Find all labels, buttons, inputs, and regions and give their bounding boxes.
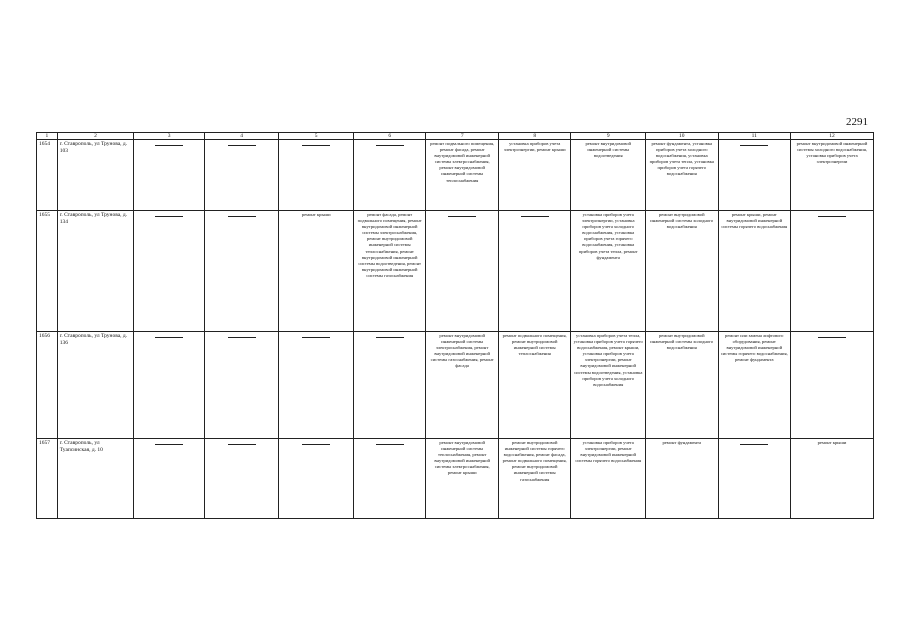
column-number-cell: 1 (37, 133, 58, 140)
dash-mark (228, 444, 256, 445)
page-number: 2291 (846, 116, 868, 128)
table-body (37, 133, 874, 519)
work-type-cell: ремонт фасада, ремонт подвального помещения, ремонт внутридомовой инженерной системы электроснабжения, ремонт внутридомовой инженерной системы теплоснабжения, ремонт внутридомовой инженерной системы водоотведения, ремонт внутридомовой инженерной системы газоснабжения (353, 211, 426, 332)
address-cell: г. Ставрополь, ул Трунова, д. 134 (57, 211, 134, 332)
dash-mark (228, 145, 256, 146)
dash-mark (155, 337, 183, 338)
work-type-cell: ремонт подвального помещения, ремонт внутридомовой инженерной системы теплоснабжения (498, 332, 571, 439)
work-type-cell: ремонт крыши, ремонт внутридомовой инженерной системы горячего водоснабжения (718, 211, 791, 332)
empty-cell (134, 140, 204, 211)
table-row (37, 140, 874, 211)
dash-mark (302, 337, 330, 338)
empty-cell (279, 332, 354, 439)
empty-cell (791, 332, 874, 439)
work-type-cell: установка приборов учета электроэнергии, ремонт внутридомовой инженерной системы горячего водоснабжения (571, 439, 646, 519)
work-type-cell: ремонт внутридомовой инженерной системы холодного водоснабжения (646, 332, 719, 439)
address-cell: г. Ставрополь, ул Туапсинская, д. 10 (57, 439, 134, 519)
column-number-cell: 6 (353, 133, 426, 140)
column-number-cell: 7 (426, 133, 499, 140)
work-type-cell: установка приборов учета тепла, установка приборов учета горячего водоснабжения, ремонт крыши, установка приборов учета электроэнергии, ремонт внутридомовой инженерной системы водоотведения, установка приборов учета холодного водоснабжения (571, 332, 646, 439)
table-row (37, 439, 874, 519)
empty-cell (134, 332, 204, 439)
dash-mark (818, 216, 846, 217)
dash-mark (155, 145, 183, 146)
column-number-cell: 5 (279, 133, 354, 140)
dash-mark (155, 444, 183, 445)
row-number-cell: 1657 (37, 439, 58, 519)
empty-cell (791, 211, 874, 332)
work-type-cell: ремонт внутридомовой инженерной системы горячего водоснабжения, ремонт фасада, ремонт подвального помещения, ремонт внутридомовой инженерной системы газоснабжения (498, 439, 571, 519)
dash-mark (448, 216, 476, 217)
empty-cell (279, 140, 354, 211)
column-number-cell: 4 (204, 133, 279, 140)
column-number-cell: 3 (134, 133, 204, 140)
dash-mark (818, 337, 846, 338)
dash-mark (228, 216, 256, 217)
empty-cell (426, 211, 499, 332)
row-number-cell: 1655 (37, 211, 58, 332)
empty-cell (204, 211, 279, 332)
work-type-cell: ремонт внутридомовой инженерной системы теплоснабжения, ремонт внутридомовой инженерной системы электроснабжения, ремонт крыши (426, 439, 499, 519)
empty-cell (204, 332, 279, 439)
column-number-cell: 11 (718, 133, 791, 140)
empty-cell (279, 439, 354, 519)
work-type-cell: ремонт подвального помещения, ремонт фасада, ремонт внутридомовой инженерной системы электроснабжения, ремонт внутридомовой инженерной системы теплоснабжения (426, 140, 499, 211)
dash-mark (228, 337, 256, 338)
address-cell: г. Ставрополь, ул Трунова, д. 103 (57, 140, 134, 211)
work-type-cell: установка приборов учета электроэнергии, ремонт крыши (498, 140, 571, 211)
column-number-cell: 9 (571, 133, 646, 140)
work-type-cell: ремонт или замена лифтового оборудования, ремонт внутридомовой инженерной системы горячего водоснабжения, ремонт фундамента (718, 332, 791, 439)
column-number-row (37, 133, 874, 140)
work-type-cell: ремонт фундамента, установка приборов учета холодного водоснабжения, установка приборов учета тепла, установка приборов учета горячего водоснабжения (646, 140, 719, 211)
empty-cell (353, 439, 426, 519)
dash-mark (302, 145, 330, 146)
dash-mark (376, 444, 404, 445)
column-number-cell: 2 (57, 133, 134, 140)
dash-mark (376, 145, 404, 146)
row-number-cell: 1654 (37, 140, 58, 211)
table-row (37, 332, 874, 439)
work-type-cell: ремонт внутридомовой инженерной системы холодного водоснабжения, установка приборов учета электроэнергии (791, 140, 874, 211)
empty-cell (718, 439, 791, 519)
work-type-cell: установка приборов учета электроэнергии, установка приборов учета холодного водоснабжения, установка приборов учета горячего водоснабжения, установка приборов учета тепла, ремонт фундамента (571, 211, 646, 332)
dash-mark (155, 216, 183, 217)
empty-cell (498, 211, 571, 332)
column-number-cell: 12 (791, 133, 874, 140)
address-cell: г. Ставрополь, ул Трунова, д. 136 (57, 332, 134, 439)
dash-mark (521, 216, 549, 217)
dash-mark (302, 444, 330, 445)
empty-cell (134, 211, 204, 332)
row-number-cell: 1656 (37, 332, 58, 439)
empty-cell (353, 140, 426, 211)
column-number-cell: 8 (498, 133, 571, 140)
work-type-cell: ремонт крыши (279, 211, 354, 332)
work-type-cell: ремонт крыши (791, 439, 874, 519)
empty-cell (204, 439, 279, 519)
dash-mark (740, 145, 768, 146)
work-type-cell: ремонт внутридомовой инженерной системы холодного водоснабжения (646, 211, 719, 332)
registry-table (36, 132, 874, 519)
empty-cell (134, 439, 204, 519)
empty-cell (204, 140, 279, 211)
work-type-cell: ремонт внутридомовой инженерной системы электроснабжения, ремонт внутридомовой инженерной системы газоснабжения, ремонт фасада (426, 332, 499, 439)
work-type-cell: ремонт внутридомовой инженерной системы водоотведения (571, 140, 646, 211)
column-number-cell: 10 (646, 133, 719, 140)
empty-cell (353, 332, 426, 439)
work-type-cell: ремонт фундамента (646, 439, 719, 519)
table-row (37, 211, 874, 332)
empty-cell (718, 140, 791, 211)
dash-mark (740, 444, 768, 445)
dash-mark (376, 337, 404, 338)
